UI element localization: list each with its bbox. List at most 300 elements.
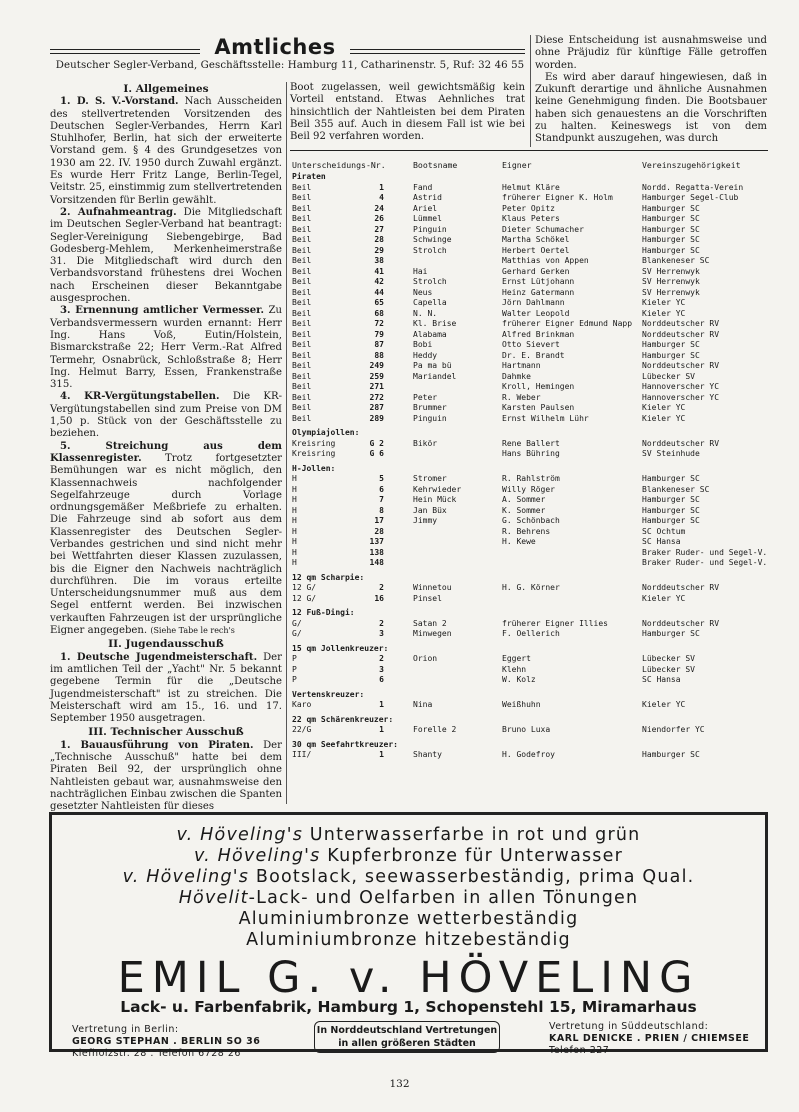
- table-row: [292, 277, 772, 287]
- column-middle-text: Boot zugelassen, weil gewichtsmäßig kein Vorteil entstand. Etwas Aehnliches trat hinsichtlich der Nahtleisten bei dem Piraten Beil 355 auf. Auch in diesem Fall ist wie bei Beil 92 verfahren worden.: [290, 82, 525, 143]
- cell-class: Beil: [292, 214, 312, 223]
- cell-number: 148: [369, 558, 384, 567]
- cell-boatname: Lümmel: [413, 214, 442, 223]
- cell-owner: Dr. E. Brandt: [502, 350, 565, 360]
- cell-number: 2: [379, 654, 384, 663]
- table-row: [292, 225, 772, 235]
- cell-club: Hamburger SC: [642, 350, 700, 360]
- cell-owner: R. Behrens: [502, 526, 551, 536]
- cell-class: H: [292, 526, 297, 536]
- ad-line-text: -Lack- und Oelfarben in allen Tönungen: [248, 888, 639, 908]
- cell-boatname: Winnetou: [413, 583, 452, 592]
- cell-number: 38: [374, 256, 384, 265]
- cell-number: 44: [374, 287, 384, 297]
- table-row: [292, 393, 772, 403]
- cell-number: 16: [374, 593, 384, 603]
- table-row: [292, 506, 772, 516]
- cell-owner: Dieter Schumacher: [502, 224, 584, 234]
- cell-class: Kreisring: [292, 438, 336, 448]
- table-row: [292, 675, 772, 685]
- paragraph-vermesser: [50, 305, 282, 391]
- cell-class: Beil: [292, 193, 312, 202]
- table-row: [292, 619, 772, 629]
- cell-owner: H. Godefroy: [502, 750, 555, 759]
- cell-class: Beil: [292, 235, 312, 244]
- cell-class: Beil: [292, 319, 312, 328]
- cell-club: Lübecker SV: [642, 654, 695, 663]
- ad-line-6: Aluminiumbronze hitzebeständig: [246, 930, 571, 950]
- cell-owner: W. Kolz: [502, 675, 536, 684]
- cell-boatname: Heddy: [413, 350, 438, 360]
- cell-class: Beil: [292, 392, 312, 402]
- cell-number: 65: [374, 298, 384, 307]
- cell-class: Beil: [292, 266, 312, 276]
- table-reference-note: (Siehe Tabe le rech's: [150, 626, 235, 636]
- cell-class: H: [292, 558, 297, 567]
- ad-company-name: EMIL G. v. HÖVELING: [117, 953, 700, 1003]
- column-left: [50, 82, 282, 814]
- cell-owner: Weißhuhn: [502, 700, 541, 709]
- cell-owner: Kroll, Hemingen: [502, 382, 575, 391]
- cell-number: 7: [379, 495, 384, 504]
- table-group-title: 12 qm Scharpie:: [292, 572, 365, 582]
- paragraph-text: Die Mitgliedschaft im Deutschen Segler-Verband hat beantragt: Segler-Vereinigung Siebengebirge, Bad Godesberg-Mehlem, Merkenheimerstraße 31. Die Mitgliedschaft wird durch den Verbandsvorstand frühestens drei Wochen nach Erscheinen dieser Bekanntgabe ausgesprochen.: [50, 206, 282, 305]
- cell-owner: Matthias von Appen: [502, 256, 589, 265]
- table-row: [292, 193, 772, 203]
- cell-boatname: Nina: [413, 700, 433, 709]
- cell-boatname: Hein Mück: [413, 495, 457, 504]
- table-row: [292, 485, 772, 495]
- cell-club: Braker Ruder- und Segel-V.: [642, 547, 768, 557]
- table-row: [292, 309, 772, 319]
- cell-number: 5: [379, 474, 384, 483]
- cell-class: P: [292, 664, 297, 674]
- table-group-title: H-Jollen:: [292, 463, 336, 473]
- cell-club: Kieler YC: [642, 700, 686, 709]
- cell-club: Norddeutscher RV: [642, 329, 720, 339]
- cell-club: Norddeutscher RV: [642, 618, 720, 628]
- ad-line-3: [52, 867, 765, 887]
- cell-class: P: [292, 675, 297, 684]
- cell-number: 1: [379, 182, 384, 192]
- cell-class: 22/G: [292, 725, 312, 734]
- cell-boatname: Fand: [413, 182, 433, 192]
- cell-class: III/: [292, 750, 312, 759]
- cell-boatname: N. N.: [413, 308, 438, 318]
- cell-number: 8: [379, 505, 384, 515]
- cell-class: 12 G/: [292, 583, 317, 592]
- ad-brand: v. Höveling's: [176, 825, 304, 845]
- cell-boatname: Forelle 2: [413, 725, 457, 734]
- table-row: [292, 319, 772, 329]
- cell-class: Beil: [292, 413, 312, 423]
- column-divider-left: [286, 82, 287, 804]
- paragraph-text: Der „Technische Ausschuß" hatte bei dem Piraten Beil 92, der ursprünglich ohne Nahtleisten gebaut war, ausnahmsweise den nachträglichen Einbau zwischen die Spanten gesetzter Nahtleisten für dieses: [50, 739, 282, 813]
- paragraph-piraten: [50, 740, 282, 814]
- cell-boatname: Neus: [413, 287, 433, 297]
- cell-club: Hamburger SC: [642, 750, 700, 759]
- cell-boatname: Astrid: [413, 193, 442, 202]
- cell-number: 1: [379, 700, 384, 709]
- cell-owner: H. Kewe: [502, 537, 536, 546]
- cell-club: SC Hansa: [642, 537, 681, 546]
- table-row: [292, 246, 772, 256]
- section-heading-allgemeines: I. Allgemeines: [123, 83, 209, 95]
- cell-class: Beil: [292, 277, 312, 286]
- cell-number: 2: [379, 618, 384, 628]
- cell-number: 272: [369, 392, 384, 402]
- cell-class: Beil: [292, 308, 312, 318]
- table-row: [292, 548, 772, 558]
- cell-class: Beil: [292, 403, 312, 412]
- cell-number: G 6: [369, 449, 384, 458]
- cell-club: SV Herrenwyk: [642, 266, 700, 276]
- table-row: [292, 527, 772, 537]
- cell-owner: R. Weber: [502, 392, 541, 402]
- table-row: [292, 214, 772, 224]
- cell-club: Hamburger SC: [642, 340, 700, 349]
- table-row: [292, 439, 772, 449]
- cell-number: 271: [369, 382, 384, 391]
- cell-club: Kieler YC: [642, 593, 686, 603]
- cell-number: 87: [374, 340, 384, 349]
- cell-number: 28: [374, 235, 384, 244]
- ad-line-text: Bootslack, seewasserbeständig, prima Qual.: [255, 867, 695, 887]
- cell-boatname: Ariel: [413, 203, 438, 213]
- cell-boatname: Hai: [413, 266, 428, 276]
- cell-class: Beil: [292, 382, 312, 391]
- paragraph-text: Die KR-Vergütungstabellen sind zum Preise von DM 1,50 p. Stück von der Geschäftsstelle zu beziehen.: [50, 391, 282, 440]
- cell-owner: Jörn Dahlmann: [502, 298, 565, 307]
- table-group-title: 22 qm Schärenkreuzer:: [292, 714, 394, 724]
- ad-brand: Hövelit: [178, 888, 249, 908]
- section-heading-jugendausschuss: II. Jugendausschuß: [108, 638, 224, 651]
- cell-class: H: [292, 484, 297, 494]
- table-row: [292, 495, 772, 505]
- cell-class: Beil: [292, 298, 312, 307]
- cell-boatname: Pinsel: [413, 593, 442, 603]
- cell-club: Hamburger SC: [642, 224, 700, 234]
- table-row: [292, 594, 772, 604]
- cell-owner: R. Rahlström: [502, 474, 560, 483]
- cell-number: 88: [374, 350, 384, 360]
- cell-owner: früherer Eigner K. Holm: [502, 193, 613, 202]
- table-group-title: Vertenskreuzer:: [292, 689, 365, 699]
- table-row: [292, 267, 772, 277]
- cell-owner: Gerhard Gerken: [502, 266, 570, 276]
- table-row: [292, 330, 772, 340]
- ad-south-name: KARL DENICKE . PRIEN / CHIEMSEE: [549, 1033, 750, 1044]
- cell-club: Norddeutscher RV: [642, 361, 720, 370]
- table-row: [292, 256, 772, 266]
- cell-number: 26: [374, 214, 384, 223]
- cell-owner: Hans Bühring: [502, 449, 560, 458]
- cell-boatname: Stromer: [413, 474, 447, 483]
- advertisement: [49, 812, 768, 1059]
- paragraph-title: 1. Bauausführung von Piraten.: [60, 739, 254, 751]
- paragraph-title: 3. Ernennung amtlicher Vermesser.: [60, 305, 265, 317]
- table-row: [292, 474, 772, 484]
- cell-club: SV Steinhude: [642, 449, 700, 458]
- table-row: [292, 583, 772, 593]
- table-row: [292, 403, 772, 413]
- cell-owner: Peter Opitz: [502, 203, 555, 213]
- table-row: [292, 725, 772, 735]
- page-title: Amtliches: [214, 35, 336, 59]
- cell-class: Beil: [292, 287, 312, 297]
- paragraph-text: Der im amtlichen Teil der „Yacht" Nr. 5 bekannt gegebene Termin für die „Deutsche Jugendmeisterschaft" ist zu streichen. Die Meisterschaft wird am 15., 16. und 17. September 1950 ausgetragen.: [50, 651, 282, 725]
- cell-class: H: [292, 495, 297, 504]
- table-row: [292, 204, 772, 214]
- cell-number: 4: [379, 193, 384, 202]
- cell-class: H: [292, 537, 297, 546]
- cell-number: 41: [374, 266, 384, 276]
- paragraph-title: 2. Aufnahmeantrag.: [60, 206, 177, 218]
- table-row: [292, 235, 772, 245]
- cell-number: 6: [379, 484, 384, 494]
- paragraph-title: 5. Streichung aus dem Klassenregister.: [50, 440, 282, 464]
- cell-boatname: Pa ma bü: [413, 361, 452, 370]
- cell-club: Blankeneser SC: [642, 484, 710, 494]
- header-rule-left-2: [50, 53, 200, 54]
- cell-club: Kieler YC: [642, 298, 686, 307]
- table-row: [292, 665, 772, 675]
- ad-north-line-1: In Norddeutschland Vertretungen: [316, 1025, 498, 1036]
- cell-class: H: [292, 547, 297, 557]
- cell-club: Lübecker SV: [642, 371, 695, 381]
- cell-club: Kieler YC: [642, 413, 686, 423]
- cell-class: Beil: [292, 203, 312, 213]
- cell-club: Niendorfer YC: [642, 725, 705, 734]
- cell-number: 2: [379, 583, 384, 592]
- cell-club: SC Hansa: [642, 675, 681, 684]
- paragraph-aufnahmeantrag: [50, 207, 282, 305]
- cell-club: Lübecker SV: [642, 664, 695, 674]
- section-heading-technischer-ausschuss: III. Technischer Ausschuß: [88, 726, 244, 739]
- cell-owner: Klehn: [502, 664, 527, 674]
- ad-line-2: [52, 846, 765, 866]
- cell-club: Hamburger SC: [642, 214, 700, 223]
- cell-boatname: Brummer: [413, 403, 447, 412]
- ad-line-5: Aluminiumbronze wetterbeständig: [238, 909, 579, 929]
- ad-north-line-2: in allen größeren Städten: [338, 1037, 476, 1049]
- cell-club: Norddeutscher RV: [642, 583, 720, 592]
- cell-boatname: Strolch: [413, 277, 447, 286]
- table-group-title: 30 qm Seefahrtkreuzer:: [292, 739, 398, 749]
- ad-brand: v. Höveling's: [122, 867, 250, 887]
- cell-owner: früherer Eigner Edmund Napp: [502, 319, 633, 328]
- paragraph-vorstand: [50, 96, 282, 207]
- ad-brand: v. Höveling's: [194, 846, 321, 866]
- table-row: [292, 372, 772, 382]
- cell-club: Norddeutscher RV: [642, 438, 720, 448]
- cell-number: 72: [374, 319, 384, 328]
- cell-club: Hamburger SC: [642, 629, 700, 638]
- table-row: [292, 298, 772, 308]
- table-row: [292, 183, 772, 193]
- cell-class: G/: [292, 629, 302, 638]
- cell-number: 289: [369, 413, 384, 423]
- cell-owner: Rene Ballert: [502, 438, 560, 448]
- cell-number: 1: [379, 725, 384, 734]
- cell-number: 68: [374, 308, 384, 318]
- cell-owner: Otto Sievert: [502, 340, 560, 349]
- cell-class: Kreisring: [292, 449, 336, 458]
- ad-line-4: [52, 888, 765, 908]
- cell-boatname: Shanty: [413, 750, 442, 759]
- cell-class: Beil: [292, 361, 312, 370]
- cell-owner: Heinz Gatermann: [502, 287, 575, 297]
- table-row: [292, 361, 772, 371]
- table-row: [292, 558, 772, 568]
- table-row: [292, 654, 772, 664]
- cell-boatname: Minwegen: [413, 629, 452, 638]
- cell-number: 6: [379, 675, 384, 684]
- cell-number: 27: [374, 224, 384, 234]
- cell-owner: G. Schönbach: [502, 516, 560, 525]
- paragraph-jugendmeisterschaft: [50, 652, 282, 726]
- ad-company-address: Lack- u. Farbenfabrik, Hamburg 1, Schopenstehl 15, Miramarhaus: [120, 998, 697, 1016]
- cell-number: 29: [374, 245, 384, 255]
- table-top-rule: [290, 150, 768, 151]
- cell-class: G/: [292, 618, 302, 628]
- cell-class: Beil: [292, 182, 312, 192]
- cell-boatname: Strolch: [413, 245, 447, 255]
- table-row: [292, 750, 772, 760]
- cell-owner: Karsten Paulsen: [502, 403, 575, 412]
- cell-class: Beil: [292, 245, 312, 255]
- cell-boatname: Schwinge: [413, 235, 452, 244]
- cell-boatname: Bikör: [413, 438, 438, 448]
- column-right: [535, 35, 767, 146]
- cell-club: Blankeneser SC: [642, 256, 710, 265]
- header-rule-right-2: [350, 53, 525, 54]
- cell-owner: Willy Röger: [502, 484, 555, 494]
- cell-boatname: Pinguin: [413, 224, 447, 234]
- header-rule-left: [50, 49, 200, 50]
- table-row: [292, 449, 772, 459]
- paragraph-title: 1. Deutsche Jugendmeisterschaft.: [60, 651, 258, 663]
- table-group-title: 12 Fuß-Dingi:: [292, 608, 355, 617]
- cell-class: H: [292, 474, 297, 483]
- cell-owner: Dahmke: [502, 371, 531, 381]
- cell-boatname: Alabama: [413, 329, 447, 339]
- cell-club: Kieler YC: [642, 403, 686, 412]
- cell-number: 42: [374, 277, 384, 286]
- cell-number: 24: [374, 203, 384, 213]
- paragraph-text: Nach Ausscheiden des stellvertretenden Vorsitzenden des Deutschen Segler-Verbandes, Herrn Karl Stuhlhofer, Berlin, hat sich der erweiterte Vorstand gem. § 4 des Grundgesetzes von 1930 am 22. IV. 1950 durch Zuwahl ergänzt. Es wurde Herr Fritz Lange, Berlin-Tegel, Veitstr. 25, einstimmig zum stellvertretenden Vorsitzenden für Berlin gewählt.: [50, 96, 282, 206]
- table-group-title: Olympiajollen:: [292, 428, 360, 437]
- table-row: [292, 414, 772, 424]
- cell-owner: Martha Schökel: [502, 235, 570, 244]
- cell-boatname: Orion: [413, 654, 438, 663]
- table-group-title: 15 qm Jollenkreuzer:: [292, 643, 389, 653]
- ad-berlin-agency: [72, 1024, 260, 1060]
- cell-club: Hamburger SC: [642, 505, 700, 515]
- cell-owner: Klaus Peters: [502, 214, 560, 223]
- cell-owner: A. Sommer: [502, 495, 546, 504]
- paragraph-text: Zu Verbandsvermessern wurden ernannt: Herr Ing. Hans Voß, Eutin/Holstein, Bismarckstraße 22; Herr Verm.-Rat Alfred Termehr, Osnabrück, Schloßstraße 8; Herr Ing. Helmut Barry, Essen, Frankenstraße 315.: [50, 305, 282, 391]
- cell-owner: Alfred Brinkman: [502, 329, 575, 339]
- cell-boatname: Kehrwieder: [413, 484, 462, 494]
- cell-number: 3: [379, 629, 384, 638]
- cell-club: SV Herrenwyk: [642, 277, 700, 286]
- cell-club: Hamburger SC: [642, 245, 700, 255]
- column-divider-right: [530, 35, 531, 147]
- table-header-verein: Vereinszugehörigkeit: [642, 160, 741, 170]
- cell-club: Hamburger SC: [642, 235, 700, 244]
- cell-club: Nordd. Regatta-Verein: [642, 182, 744, 192]
- cell-number: 137: [369, 537, 384, 546]
- cell-club: SV Herrenwyk: [642, 287, 700, 297]
- cell-class: Beil: [292, 256, 312, 265]
- ad-south-phone: Telefon 227: [549, 1045, 610, 1056]
- cell-class: Beil: [292, 350, 312, 360]
- cell-boatname: Bobi: [413, 340, 433, 349]
- cell-class: H: [292, 505, 297, 515]
- cell-club: Hamburger SC: [642, 516, 700, 525]
- cell-number: 287: [369, 403, 384, 412]
- table-row: [292, 351, 772, 361]
- table-header-bootsname: Bootsname: [413, 160, 458, 170]
- cell-number: 17: [374, 516, 384, 525]
- cell-owner: Ernst Wilhelm Lühr: [502, 413, 589, 423]
- cell-number: 249: [369, 361, 384, 370]
- paragraph-hinweis: Es wird aber darauf hingewiesen, daß in Zukunft derartige und ähnliche Ausnahmen keine Genehmigung finden. Die Bootsbauer haben sich genauestens an die Vorschriften zu halten. Keineswegs ist von dem Standpunkt auszugehen, was durch: [535, 71, 767, 145]
- cell-owner: H. G. Körner: [502, 583, 560, 592]
- cell-number: 259: [369, 371, 384, 381]
- table-row: [292, 288, 772, 298]
- cell-club: Hannoverscher YC: [642, 382, 720, 391]
- cell-boatname: Capella: [413, 298, 447, 307]
- table-row: [292, 382, 772, 392]
- cell-owner: Walter Leopold: [502, 308, 570, 318]
- cell-owner: Bruno Luxa: [502, 725, 551, 734]
- cell-class: Beil: [292, 224, 312, 234]
- ad-north-agencies: [314, 1021, 500, 1053]
- table-row: [292, 629, 772, 639]
- paragraph-entscheidung: Diese Entscheidung ist ausnahmsweise und ohne Präjudiz für künftige Fälle getroffen worden.: [535, 35, 767, 71]
- cell-class: Beil: [292, 329, 312, 339]
- cell-class: Beil: [292, 371, 312, 381]
- page-number: 132: [389, 1078, 410, 1090]
- paragraph-streichung: [50, 441, 282, 638]
- cell-boatname: Pinguin: [413, 413, 447, 423]
- cell-boatname: Jan Büx: [413, 505, 447, 515]
- ad-line-text: Kupferbronze für Unterwasser: [327, 846, 623, 866]
- table-row: [292, 340, 772, 350]
- cell-number: 79: [374, 329, 384, 339]
- table-header-eigner: Eigner: [502, 160, 532, 170]
- ad-berlin-name: GEORG STEPHAN . BERLIN SO 36: [72, 1036, 261, 1047]
- cell-owner: Helmut Kläre: [502, 182, 560, 192]
- cell-class: Beil: [292, 340, 312, 349]
- table-group-title: Piraten: [292, 172, 326, 181]
- cell-number: 28: [374, 526, 384, 536]
- cell-owner: Ernst Lütjohann: [502, 277, 575, 286]
- cell-class: H: [292, 516, 297, 525]
- cell-class: Karo: [292, 700, 312, 709]
- cell-club: Hamburger SC: [642, 474, 700, 483]
- ad-south-title: Vertretung in Süddeutschland:: [549, 1021, 709, 1032]
- ad-south-agency: [549, 1021, 749, 1057]
- page-subtitle: Deutscher Segler-Verband, Geschäftsstelle: Hamburg 11, Catharinenstr. 5, Ruf: 32 46 55: [55, 60, 525, 71]
- header-rule-right: [350, 49, 525, 50]
- ad-line-1: [52, 825, 765, 845]
- cell-club: Hannoverscher YC: [642, 392, 720, 402]
- cell-boatname: Satan 2: [413, 618, 447, 628]
- cell-owner: F. Oellerich: [502, 629, 560, 638]
